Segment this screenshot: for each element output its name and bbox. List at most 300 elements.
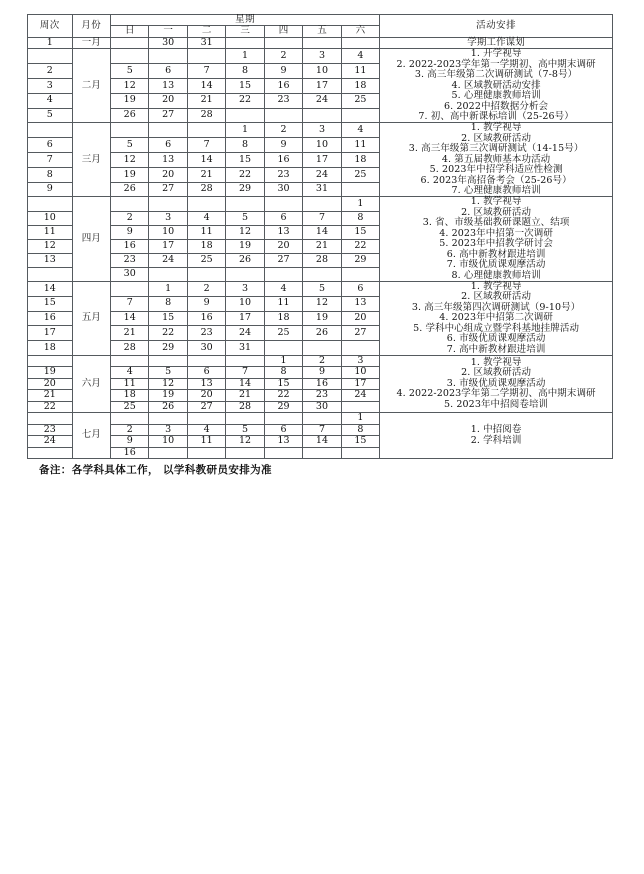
day-cell[interactable]: 6 — [264, 424, 302, 435]
day-cell[interactable]: 16 — [110, 239, 148, 253]
day-cell[interactable]: 24 — [341, 390, 379, 401]
day-cell[interactable]: 6 — [187, 367, 225, 378]
month-name-cell: 五月 — [72, 281, 110, 355]
day-cell[interactable]: 3 — [303, 123, 341, 138]
activity-cell — [380, 413, 613, 459]
activity-line: 3. 市级优质课观摩活动 — [446, 377, 546, 389]
activity-line: 3. 高三年级第四次调研测试（9-10号） — [411, 301, 581, 313]
day-cell[interactable]: 2 — [264, 49, 302, 64]
week-number-cell — [28, 197, 73, 211]
day-cell[interactable]: 27 — [149, 182, 187, 197]
day-cell[interactable]: 1 — [149, 281, 187, 296]
day-cell[interactable]: 10 — [341, 367, 379, 378]
activity-line: 2. 区域教研活动 — [461, 206, 532, 218]
day-cell[interactable]: 25 — [187, 253, 225, 267]
day-cell[interactable]: 23 — [303, 390, 341, 401]
day-cell[interactable]: 14 — [226, 378, 264, 389]
activity-line: 4. 2023年中招第二次调研 — [439, 312, 553, 324]
week-number-cell: 9 — [28, 182, 73, 197]
day-cell[interactable]: 10 — [303, 64, 341, 79]
day-cell[interactable]: 22 — [226, 93, 264, 108]
week-number-cell: 19 — [28, 367, 73, 378]
day-cell[interactable]: 20 — [149, 167, 187, 182]
day-cell[interactable]: 19 — [110, 167, 148, 182]
day-cell[interactable]: 18 — [264, 311, 302, 326]
day-cell[interactable]: 11 — [187, 225, 225, 239]
header-weekday-mon: 一 — [149, 26, 187, 37]
activity-line: 8. 心理健康教师培训 — [451, 269, 541, 281]
day-cell[interactable]: 3 — [149, 211, 187, 225]
day-cell[interactable]: 1 — [226, 49, 264, 64]
day-cell[interactable] — [226, 413, 264, 424]
day-cell[interactable]: 24 — [303, 167, 341, 182]
day-cell[interactable]: 13 — [264, 436, 302, 447]
day-cell[interactable]: 17 — [226, 311, 264, 326]
day-cell[interactable]: 19 — [149, 390, 187, 401]
week-number-cell: 18 — [28, 341, 73, 356]
activity-line: 1. 教学视导 — [470, 280, 522, 292]
day-cell[interactable]: 13 — [341, 296, 379, 311]
activity-line: 1. 教学视导 — [470, 122, 522, 134]
day-cell[interactable] — [303, 267, 341, 281]
day-cell[interactable] — [226, 108, 264, 123]
day-cell[interactable]: 7 — [303, 211, 341, 225]
day-cell[interactable]: 3 — [226, 281, 264, 296]
day-cell[interactable]: 1 — [226, 123, 264, 138]
table-header — [28, 15, 613, 38]
activity-cell — [380, 123, 613, 197]
day-cell[interactable] — [187, 197, 225, 211]
day-cell[interactable]: 28 — [187, 182, 225, 197]
day-cell[interactable]: 28 — [226, 401, 264, 412]
day-cell[interactable]: 30 — [110, 267, 148, 281]
day-cell[interactable]: 9 — [110, 225, 148, 239]
day-cell[interactable]: 5 — [226, 211, 264, 225]
day-cell[interactable] — [110, 356, 148, 367]
day-cell[interactable]: 18 — [341, 153, 379, 168]
week-number-cell: 12 — [28, 239, 73, 253]
day-cell[interactable]: 30 — [187, 341, 225, 356]
day-cell[interactable]: 26 — [149, 401, 187, 412]
day-cell[interactable]: 8 — [341, 211, 379, 225]
day-cell[interactable] — [264, 413, 302, 424]
day-cell[interactable] — [149, 267, 187, 281]
day-cell[interactable]: 28 — [187, 108, 225, 123]
day-cell[interactable] — [303, 447, 341, 458]
day-cell[interactable] — [149, 123, 187, 138]
activity-line: 7. 初、高中新课标培训（25-26号） — [418, 110, 574, 122]
day-cell[interactable]: 16 — [110, 447, 148, 458]
day-cell[interactable]: 22 — [149, 326, 187, 341]
day-cell[interactable] — [303, 197, 341, 211]
day-cell[interactable]: 11 — [264, 296, 302, 311]
day-cell[interactable]: 31 — [226, 341, 264, 356]
day-cell[interactable]: 26 — [110, 108, 148, 123]
week-number-cell: 16 — [28, 311, 73, 326]
day-cell[interactable]: 23 — [110, 253, 148, 267]
day-cell[interactable]: 4 — [341, 49, 379, 64]
day-cell[interactable]: 29 — [264, 401, 302, 412]
activity-line: 4. 2022-2023学年第二学期初、高中期末调研 — [396, 388, 596, 400]
header-weekday-sat: 六 — [341, 26, 379, 37]
day-cell[interactable]: 23 — [264, 167, 302, 182]
day-cell[interactable]: 23 — [187, 326, 225, 341]
day-cell[interactable]: 22 — [341, 239, 379, 253]
footer-note: 备注：各学科具体工作， 以学科教研员安排为准 — [39, 463, 272, 476]
day-cell[interactable] — [149, 197, 187, 211]
day-cell[interactable] — [110, 123, 148, 138]
header-weekday-sun: 日 — [110, 26, 148, 37]
day-cell[interactable] — [226, 37, 264, 48]
activity-line: 1. 教学视导 — [470, 196, 522, 208]
day-cell[interactable]: 25 — [341, 167, 379, 182]
day-cell[interactable]: 8 — [341, 424, 379, 435]
day-cell[interactable]: 19 — [226, 239, 264, 253]
day-cell[interactable]: 26 — [226, 253, 264, 267]
day-cell[interactable]: 9 — [303, 367, 341, 378]
day-cell[interactable]: 7 — [187, 64, 225, 79]
day-cell[interactable]: 27 — [149, 108, 187, 123]
day-cell[interactable]: 14 — [303, 436, 341, 447]
day-cell[interactable]: 28 — [303, 253, 341, 267]
academic-calendar-table — [27, 14, 613, 459]
week-number-cell: 14 — [28, 281, 73, 296]
day-cell[interactable]: 2 — [187, 281, 225, 296]
day-cell[interactable]: 22 — [264, 390, 302, 401]
day-cell[interactable] — [187, 447, 225, 458]
day-cell[interactable] — [341, 267, 379, 281]
day-cell[interactable]: 14 — [303, 225, 341, 239]
day-cell[interactable] — [341, 108, 379, 123]
day-cell[interactable]: 17 — [303, 78, 341, 93]
week-number-cell — [28, 49, 73, 64]
activity-line: 学期工作谋划 — [467, 36, 525, 48]
day-cell[interactable]: 2 — [110, 211, 148, 225]
day-cell[interactable]: 12 — [110, 153, 148, 168]
week-number-cell — [28, 447, 73, 458]
activity-line: 1. 开学视导 — [470, 48, 522, 60]
day-cell[interactable]: 16 — [303, 378, 341, 389]
day-cell[interactable]: 15 — [226, 153, 264, 168]
day-cell[interactable]: 6 — [149, 64, 187, 79]
day-cell[interactable]: 8 — [226, 138, 264, 153]
header-activity: 活动安排 — [380, 15, 613, 38]
day-cell[interactable]: 4 — [187, 424, 225, 435]
day-cell[interactable]: 7 — [226, 367, 264, 378]
day-cell[interactable]: 12 — [110, 78, 148, 93]
day-cell[interactable]: 4 — [341, 123, 379, 138]
activity-line: 6. 2023年高招备考会（25-26号） — [420, 174, 572, 186]
day-cell[interactable]: 13 — [149, 78, 187, 93]
day-cell[interactable] — [149, 49, 187, 64]
activity-line: 6. 2022中招数据分析会 — [444, 100, 549, 112]
day-cell[interactable]: 27 — [341, 326, 379, 341]
activity-line: 7. 高中新教材跟进培训 — [446, 343, 546, 355]
day-cell[interactable]: 10 — [226, 296, 264, 311]
day-cell[interactable]: 8 — [264, 367, 302, 378]
week-number-cell — [28, 413, 73, 424]
day-cell[interactable] — [341, 447, 379, 458]
day-cell[interactable]: 13 — [149, 153, 187, 168]
activity-line: 3. 高三年级第三次调研测试（14-15号） — [408, 143, 584, 155]
day-cell[interactable]: 15 — [226, 78, 264, 93]
day-cell[interactable]: 20 — [341, 311, 379, 326]
day-cell[interactable] — [110, 49, 148, 64]
day-cell[interactable]: 28 — [110, 341, 148, 356]
day-cell[interactable] — [341, 37, 379, 48]
week-number-cell: 24 — [28, 436, 73, 447]
day-cell[interactable]: 24 — [303, 93, 341, 108]
day-cell[interactable]: 30 — [303, 401, 341, 412]
month-name-cell: 六月 — [72, 356, 110, 413]
day-cell[interactable]: 2 — [303, 356, 341, 367]
day-cell[interactable]: 11 — [187, 436, 225, 447]
header-weekday-thu: 四 — [264, 26, 302, 37]
activity-line: 7. 市级优质课观摩活动 — [446, 259, 546, 271]
day-cell[interactable]: 17 — [341, 378, 379, 389]
activity-line: 2. 学科培训 — [470, 434, 522, 446]
activity-line: 1. 中招阅卷 — [470, 424, 522, 436]
day-cell[interactable]: 31 — [187, 37, 225, 48]
day-cell[interactable]: 11 — [110, 378, 148, 389]
day-cell[interactable] — [264, 267, 302, 281]
day-cell[interactable]: 23 — [264, 93, 302, 108]
week-number-cell: 5 — [28, 108, 73, 123]
day-cell[interactable]: 15 — [341, 225, 379, 239]
day-cell[interactable]: 29 — [341, 253, 379, 267]
day-cell[interactable]: 17 — [149, 239, 187, 253]
day-cell[interactable]: 3 — [341, 356, 379, 367]
day-cell[interactable]: 21 — [187, 93, 225, 108]
day-cell[interactable]: 29 — [226, 182, 264, 197]
week-number-cell: 22 — [28, 401, 73, 412]
week-number-cell: 23 — [28, 424, 73, 435]
activity-cell — [380, 281, 613, 355]
activity-line: 1. 教学视导 — [470, 357, 522, 368]
day-cell[interactable] — [149, 413, 187, 424]
day-cell[interactable]: 11 — [341, 64, 379, 79]
day-cell[interactable]: 25 — [264, 326, 302, 341]
day-cell[interactable]: 9 — [110, 436, 148, 447]
activity-line: 2. 区域教研活动 — [461, 291, 532, 303]
day-cell[interactable]: 2 — [264, 123, 302, 138]
day-cell[interactable]: 27 — [264, 253, 302, 267]
day-cell[interactable]: 5 — [303, 281, 341, 296]
day-cell[interactable]: 19 — [110, 93, 148, 108]
day-cell[interactable]: 14 — [187, 153, 225, 168]
week-number-cell: 1 — [28, 37, 73, 48]
day-cell[interactable]: 1 — [264, 356, 302, 367]
activity-line: 2. 2022-2023学年第一学期初、高中期末调研 — [396, 58, 596, 70]
day-cell[interactable] — [149, 447, 187, 458]
day-cell[interactable]: 18 — [110, 390, 148, 401]
day-cell[interactable]: 18 — [187, 239, 225, 253]
table-row — [28, 123, 613, 138]
day-cell[interactable]: 31 — [303, 182, 341, 197]
day-cell[interactable]: 13 — [187, 378, 225, 389]
day-cell[interactable] — [226, 356, 264, 367]
day-cell[interactable]: 9 — [264, 138, 302, 153]
day-cell[interactable]: 6 — [341, 281, 379, 296]
day-cell[interactable]: 20 — [264, 239, 302, 253]
day-cell[interactable]: 3 — [303, 49, 341, 64]
week-number-cell: 6 — [28, 138, 73, 153]
day-cell[interactable] — [303, 341, 341, 356]
header-month: 月份 — [72, 15, 110, 38]
day-cell[interactable]: 25 — [110, 401, 148, 412]
day-cell[interactable]: 21 — [110, 326, 148, 341]
week-number-cell: 7 — [28, 153, 73, 168]
day-cell[interactable]: 5 — [226, 424, 264, 435]
day-cell[interactable]: 15 — [149, 311, 187, 326]
day-cell[interactable]: 20 — [149, 93, 187, 108]
day-cell[interactable]: 21 — [226, 390, 264, 401]
day-cell[interactable]: 7 — [187, 138, 225, 153]
day-cell[interactable] — [187, 356, 225, 367]
day-cell[interactable]: 21 — [187, 167, 225, 182]
day-cell[interactable] — [341, 401, 379, 412]
day-cell[interactable]: 14 — [187, 78, 225, 93]
day-cell[interactable]: 10 — [149, 436, 187, 447]
day-cell[interactable]: 1 — [341, 197, 379, 211]
table-row — [28, 49, 613, 64]
day-cell[interactable]: 26 — [303, 326, 341, 341]
activity-line: 7. 心理健康教师培训 — [451, 185, 541, 196]
day-cell[interactable]: 16 — [187, 311, 225, 326]
day-cell[interactable]: 8 — [149, 296, 187, 311]
day-cell[interactable]: 9 — [264, 64, 302, 79]
day-cell[interactable]: 1 — [341, 413, 379, 424]
activity-line: 4. 第五届教师基本功活动 — [441, 153, 551, 165]
day-cell[interactable] — [110, 413, 148, 424]
day-cell[interactable]: 8 — [226, 64, 264, 79]
day-cell[interactable]: 7 — [303, 424, 341, 435]
day-cell[interactable]: 27 — [187, 401, 225, 412]
activity-line: 4. 2023年中招第一次调研 — [439, 227, 553, 239]
day-cell[interactable] — [226, 447, 264, 458]
day-cell[interactable]: 2 — [110, 424, 148, 435]
day-cell[interactable]: 10 — [149, 225, 187, 239]
week-number-cell: 17 — [28, 326, 73, 341]
day-cell[interactable] — [303, 413, 341, 424]
day-cell[interactable]: 16 — [264, 78, 302, 93]
day-cell[interactable] — [341, 341, 379, 356]
day-cell[interactable] — [264, 341, 302, 356]
day-cell[interactable] — [187, 267, 225, 281]
table-row — [28, 197, 613, 211]
activity-cell — [380, 49, 613, 123]
day-cell[interactable] — [187, 123, 225, 138]
day-cell[interactable]: 12 — [226, 225, 264, 239]
table-row — [28, 37, 613, 48]
day-cell[interactable]: 19 — [303, 311, 341, 326]
day-cell[interactable]: 21 — [303, 239, 341, 253]
day-cell[interactable] — [303, 37, 341, 48]
day-cell[interactable] — [226, 267, 264, 281]
day-cell[interactable] — [110, 37, 148, 48]
table-body — [28, 37, 613, 458]
day-cell[interactable]: 6 — [149, 138, 187, 153]
table-row — [28, 413, 613, 424]
header-weekday-group: 星期 — [110, 15, 379, 26]
week-number-cell: 15 — [28, 296, 73, 311]
activity-line: 5. 学科中心组成立暨学科基地挂牌活动 — [413, 322, 580, 334]
day-cell[interactable]: 5 — [110, 138, 148, 153]
day-cell[interactable] — [187, 49, 225, 64]
day-cell[interactable]: 12 — [149, 378, 187, 389]
day-cell[interactable]: 20 — [187, 390, 225, 401]
week-number-cell: 11 — [28, 225, 73, 239]
day-cell[interactable]: 5 — [110, 64, 148, 79]
day-cell[interactable]: 5 — [149, 367, 187, 378]
day-cell[interactable] — [226, 197, 264, 211]
header-week-number: 周次 — [28, 15, 73, 38]
activity-line: 2. 区域教研活动 — [461, 367, 532, 379]
day-cell[interactable]: 18 — [341, 78, 379, 93]
day-cell[interactable] — [264, 37, 302, 48]
day-cell[interactable]: 22 — [226, 167, 264, 182]
day-cell[interactable] — [110, 197, 148, 211]
day-cell[interactable]: 12 — [226, 436, 264, 447]
day-cell[interactable]: 24 — [226, 326, 264, 341]
day-cell[interactable] — [187, 413, 225, 424]
week-number-cell: 21 — [28, 390, 73, 401]
day-cell[interactable]: 6 — [264, 211, 302, 225]
day-cell[interactable]: 4 — [187, 211, 225, 225]
week-number-cell: 13 — [28, 253, 73, 267]
header-weekday-wed: 三 — [226, 26, 264, 37]
activity-cell — [380, 356, 613, 413]
day-cell[interactable]: 30 — [264, 182, 302, 197]
day-cell[interactable]: 10 — [303, 138, 341, 153]
day-cell[interactable]: 3 — [149, 424, 187, 435]
day-cell[interactable]: 29 — [149, 341, 187, 356]
day-cell[interactable]: 13 — [264, 225, 302, 239]
day-cell[interactable]: 11 — [341, 138, 379, 153]
activity-cell — [380, 197, 613, 282]
day-cell[interactable]: 4 — [110, 367, 148, 378]
day-cell[interactable]: 16 — [264, 153, 302, 168]
day-cell[interactable]: 14 — [110, 311, 148, 326]
month-name-cell: 四月 — [72, 197, 110, 282]
day-cell[interactable]: 26 — [110, 182, 148, 197]
day-cell[interactable] — [264, 108, 302, 123]
activity-line: 5. 2023年中招教学研讨会 — [439, 238, 553, 250]
day-cell[interactable] — [341, 182, 379, 197]
day-cell[interactable] — [303, 108, 341, 123]
day-cell[interactable]: 7 — [110, 296, 148, 311]
day-cell[interactable]: 17 — [303, 153, 341, 168]
day-cell[interactable] — [110, 281, 148, 296]
day-cell[interactable]: 12 — [303, 296, 341, 311]
day-cell[interactable] — [149, 356, 187, 367]
day-cell[interactable]: 9 — [187, 296, 225, 311]
table-row — [28, 356, 613, 367]
day-cell[interactable]: 30 — [149, 37, 187, 48]
day-cell[interactable]: 25 — [341, 93, 379, 108]
week-number-cell: 4 — [28, 93, 73, 108]
activity-line: 6. 高中新教材跟进培训 — [446, 248, 546, 260]
day-cell[interactable] — [264, 197, 302, 211]
day-cell[interactable] — [264, 447, 302, 458]
week-number-cell: 20 — [28, 378, 73, 389]
table-row — [28, 281, 613, 296]
day-cell[interactable]: 15 — [341, 436, 379, 447]
day-cell[interactable]: 15 — [264, 378, 302, 389]
month-name-cell: 七月 — [72, 413, 110, 459]
day-cell[interactable]: 4 — [264, 281, 302, 296]
day-cell[interactable]: 24 — [149, 253, 187, 267]
